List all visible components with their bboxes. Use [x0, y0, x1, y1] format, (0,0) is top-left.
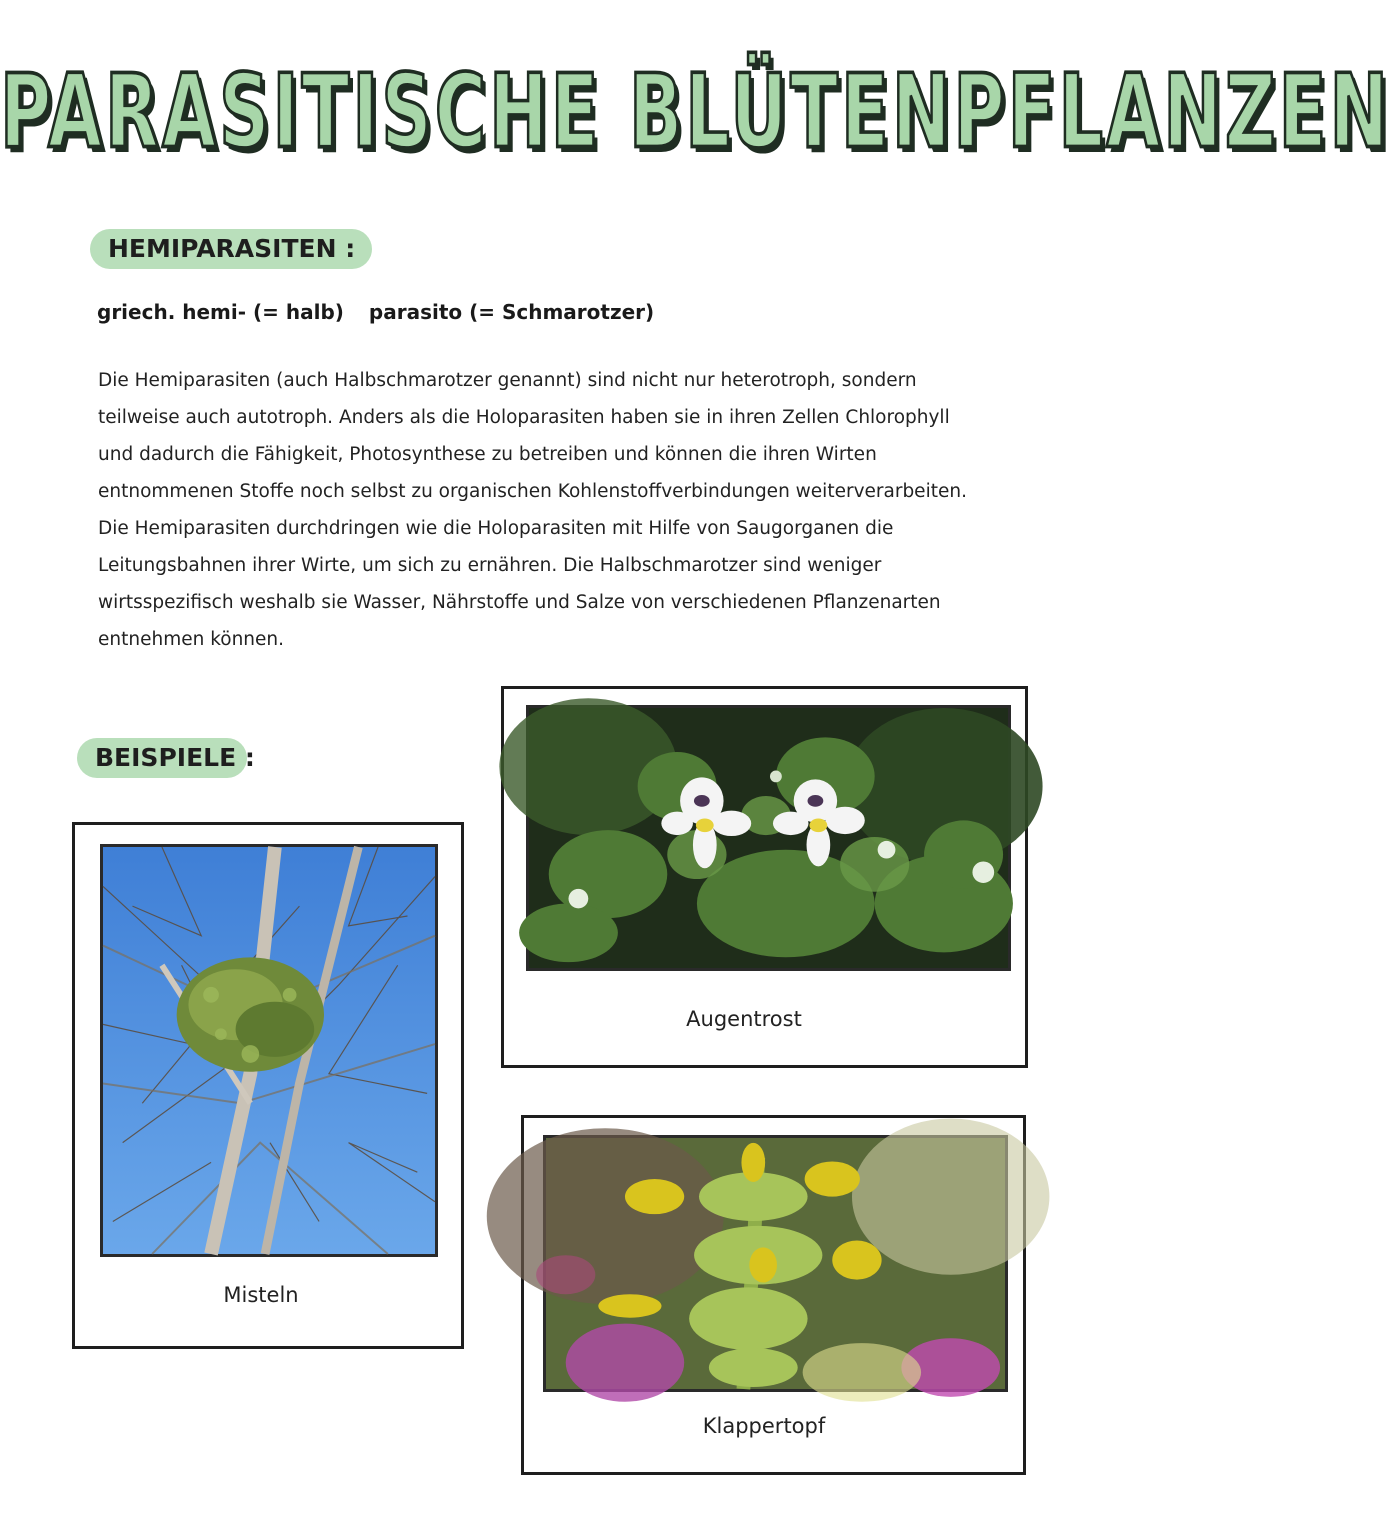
mistletoe-photo — [100, 844, 438, 1257]
section-heading-beispiele: BEISPIELE : — [77, 738, 247, 778]
example-card-augentrost — [501, 686, 1028, 1068]
example-card-klappertopf — [521, 1115, 1026, 1475]
etymology-parasito: parasito (= Schmarotzer) — [368, 300, 655, 324]
description-paragraph: Die Hemiparasiten (auch Halbschmarotzer genannt) sind nicht nur heterotroph, sondern teilweise auch autotroph. Anders als die Holoparasiten haben sie in ihren Zellen Chlorophyll und dadurch die Fähigkeit, Photosynthese zu betreiben und können die ihren Wirten entnommenen Stoffe noch selbst zu organischen Kohlenstoffverbindungen weiterverarbeiten. Die Hemiparasiten durchdringen wie die Holoparasiten mit Hilfe von Saugorganen die Leitungsbahnen ihrer Wirte, um sich zu ernähren. Die Halbschmarotzer sind weniger wirtsspezifisch weshalb sie Wasser, Nährstoffe und Salze von verschiedenen Pflanzenarten entnehmen können. — [98, 370, 967, 650]
section-heading-hemiparasiten: HEMIPARASITEN : — [90, 229, 372, 269]
page-title: PARASITISCHE BLÜTENPFLANZEN — [0, 52, 1391, 171]
caption-augentrost: Augentrost — [686, 1007, 802, 1031]
yellow-rattle-photo — [543, 1135, 1008, 1392]
etymology-hemi: griech. hemi- (= halb) — [97, 300, 344, 324]
etymology-line — [97, 300, 672, 324]
caption-klappertopf: Klappertopf — [702, 1414, 826, 1438]
eyebright-photo — [526, 705, 1011, 971]
caption-misteln: Misteln — [223, 1283, 299, 1307]
example-card-misteln — [72, 822, 464, 1349]
